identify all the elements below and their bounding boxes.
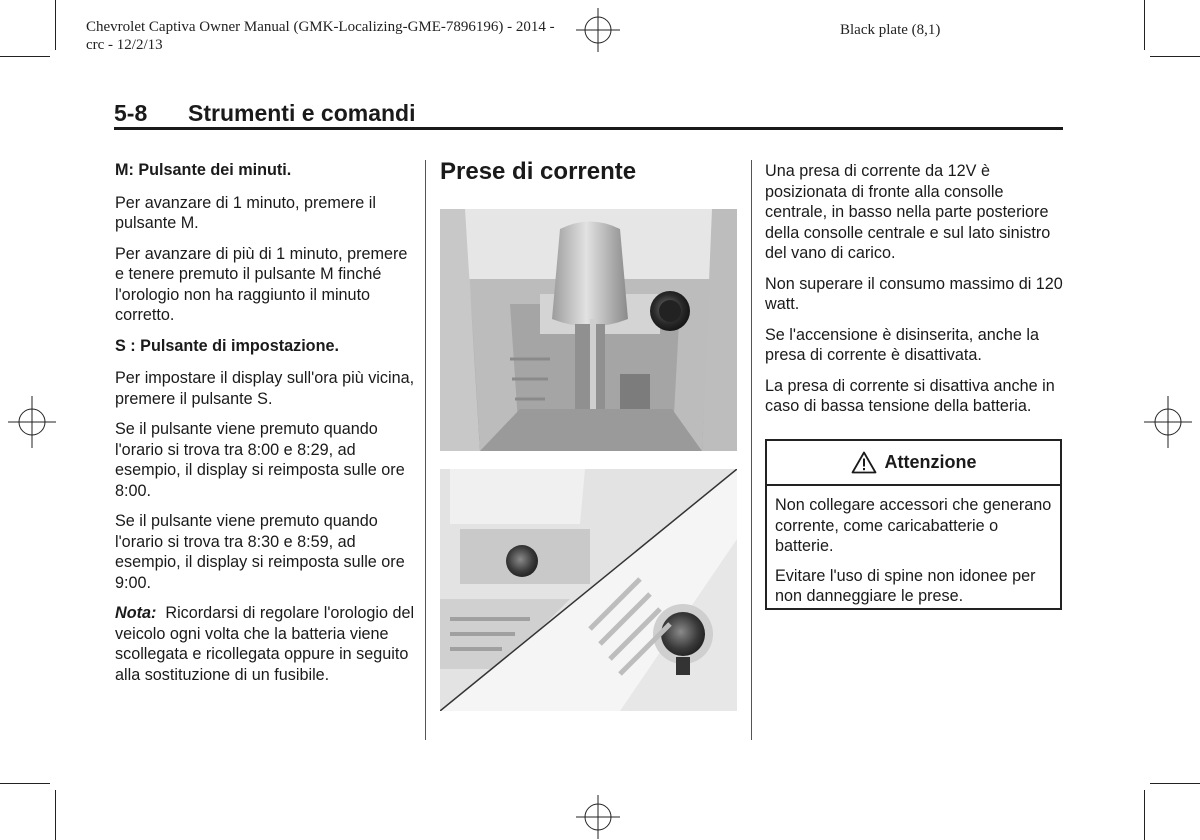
caution-header (767, 441, 1060, 486)
paragraph: Se l'accensione è disinserita, anche la presa di corrente è disattivata. (765, 325, 1039, 364)
crop-mark (1144, 0, 1145, 50)
crop-mark (1150, 783, 1200, 784)
rear-outlet-photo (440, 469, 737, 711)
note-paragraph (115, 603, 415, 685)
paragraph: Una presa di corrente da 12V è posizionata di fronte alla consolle centrale, in basso nella parte posteriore della consolle centrale e sul lato sinistro del vano di carico. (765, 162, 1051, 262)
note-text: Ricordarsi di regolare l'orologio del veicolo ogni volta che la batteria viene scollegata e ricollegata oppure in seguito alla sostituzione di un fusibile. (115, 604, 415, 684)
set-button-heading: S : Pulsante di impostazione. (115, 336, 339, 355)
minute-button-heading: M: Pulsante dei minuti. (115, 161, 292, 179)
crop-mark (55, 0, 56, 50)
crop-mark (0, 783, 50, 784)
paragraph: Se il pulsante viene premuto quando l'orario si trova tra 8:30 e 8:59, ad esempio, il display si reimposta sulle ore 9:00. (115, 512, 405, 592)
crop-mark (55, 790, 56, 840)
paragraph: Non superare il consumo massimo di 120 watt. (765, 274, 1063, 313)
caution-text: Evitare l'uso di spine non idonee per non danneggiare le prese. (775, 566, 1036, 605)
registration-mark-right (1144, 396, 1192, 448)
paragraph: Se il pulsante viene premuto quando l'orario si trova tra 8:00 e 8:29, ad esempio, il display si reimposta sulle ore 8:00. (115, 420, 405, 500)
column-right (765, 161, 1065, 427)
page-number: 5-8 (114, 100, 148, 126)
registration-mark-left (8, 396, 56, 448)
caution-text: Non collegare accessori che generano corrente, come caricabatterie o batterie. (775, 496, 1052, 555)
column-divider (751, 160, 752, 740)
crop-mark (1150, 56, 1200, 57)
paragraph: La presa di corrente si disattiva anche in caso di bassa tensione della batteria. (765, 376, 1055, 415)
section-heading-power-outlets: Prese di corrente (440, 158, 637, 185)
paragraph: Per avanzare di più di 1 minuto, premere e tenere premuto il pulsante M finché l'orologio non ha raggiunto il minuto corretto. (115, 244, 408, 324)
console-gear-shift-photo (440, 209, 737, 451)
section-title: Strumenti e comandi (188, 100, 416, 126)
page-title (114, 100, 1064, 128)
warning-triangle-icon (851, 451, 877, 474)
note-label: Nota: (115, 604, 157, 622)
registration-mark-bottom (570, 795, 626, 839)
column-divider (425, 160, 426, 740)
column-left (115, 160, 415, 695)
title-divider (114, 127, 1063, 130)
plate-label: Black plate (8,1) (840, 22, 941, 38)
registration-mark-top (570, 8, 626, 52)
caution-title: Attenzione (884, 452, 977, 472)
paragraph: Per impostare il display sull'ora più vicina, premere il pulsante S. (115, 369, 415, 408)
document-id-line: Chevrolet Captiva Owner Manual (GMK-Localizing-GME-7896196) - 2014 - (86, 19, 555, 35)
paragraph: Per avanzare di 1 minuto, premere il pulsante M. (115, 193, 376, 232)
document-date-line: crc - 12/2/13 (86, 37, 163, 53)
caution-box (765, 439, 1062, 610)
caution-body (767, 486, 1060, 607)
document-header (86, 18, 555, 54)
crop-mark (0, 56, 50, 57)
crop-mark (1144, 790, 1145, 840)
